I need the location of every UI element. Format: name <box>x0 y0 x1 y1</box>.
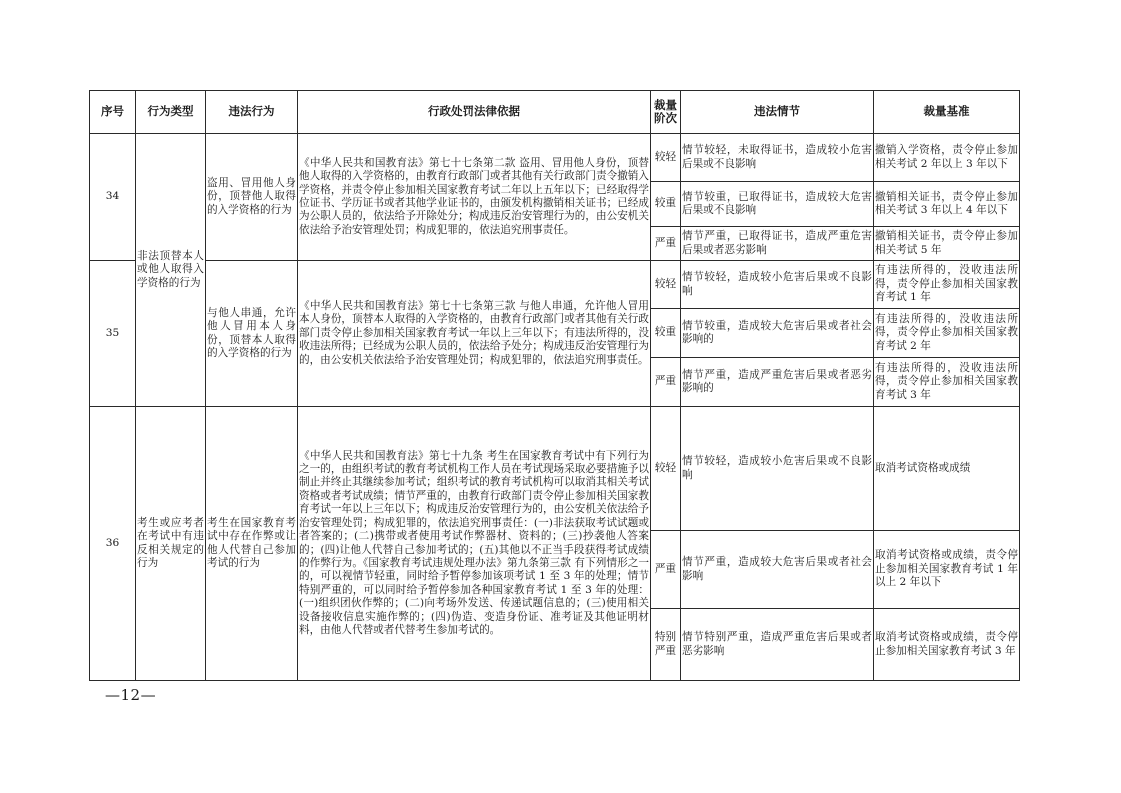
standard-cell: 有违法所得的，没收违法所得，责令停止参加相关国家教育考试 2 年 <box>874 309 1020 358</box>
header-seq: 序号 <box>90 91 136 134</box>
basis-cell: 《中华人民共和国教育法》第七十九条 考生在国家教育考试中有下列行为之一的，由组织考试的教育考试机构工作人员在考试现场采取必要措施予以制止并终止其继续参加考试；组织考试的教育考试机构可以取消其相关考试资格或者考试成绩；情节严重的，由教育行政部门责令停止参加相关国家教育考试一年以上三年以下；构成违反治安管理行为的，由公安机关依法给予治安管理处罚；构成犯罪的，依法追究刑事责任：(一)非法获取考试试题或者答案的；(二)携带或者使用考试作弊器材、资料的；(三)抄袭他人答案的；(四)让他人代替自己参加考试的；(五)其他以不正当手段获得考试成绩的作弊行为。《国家教育考试违规处理办法》第九条第三款 有下列情形之一的，可以视情节轻重，同时给予暂停参加该项考试 1 至 3 年的处理；情节特别严重的，可以同时给予暂停参加各种国家教育考试 1 至 3 年的处理：(一)组织团伙作弊的；(二)向考场外发送、传递试题信息的；(三)使用相关设备接收信息实施作弊的；(四)伪造、变造身份证、准考证及其他证明材料，由他人代替或者代替考生参加考试的。 <box>298 407 651 681</box>
level-cell: 严重 <box>651 531 681 609</box>
level-cell: 较轻 <box>651 407 681 531</box>
table-row <box>90 407 1020 531</box>
header-type: 行为类型 <box>136 91 206 134</box>
level-cell: 严重 <box>651 227 681 261</box>
circumstance-cell: 情节较轻，造成较小危害后果或不良影响 <box>681 261 874 309</box>
act-cell: 考生在国家教育考试中存在作弊或让他人代替自己参加考试的行为 <box>206 407 298 681</box>
circumstance-cell: 情节严重，已取得证书，造成严重危害后果或者恶劣影响 <box>681 227 874 261</box>
header-level: 裁量阶次 <box>651 91 681 134</box>
standard-cell: 撤销相关证书，责令停止参加相关考试 5 年 <box>874 227 1020 261</box>
level-cell: 严重 <box>651 358 681 407</box>
type-cell: 考生或应考者在考试中有违反相关规定的行为 <box>136 407 206 681</box>
table-row <box>90 134 1020 182</box>
table-header-row <box>90 91 1020 134</box>
header-standard: 裁量基准 <box>874 91 1020 134</box>
level-cell: 较重 <box>651 182 681 227</box>
act-cell: 与他人串通，允许他人冒用本人身份，顶替本人取得的入学资格的行为 <box>206 261 298 407</box>
seq-cell: 36 <box>90 407 136 681</box>
level-cell: 较重 <box>651 309 681 358</box>
seq-cell: 34 <box>90 134 136 261</box>
standard-cell: 撤销入学资格，责令停止参加相关考试 2 年以上 3 年以下 <box>874 134 1020 182</box>
standard-cell: 取消考试资格或成绩，责令停止参加相关国家教育考试 3 年 <box>874 609 1020 681</box>
level-cell: 特别严重 <box>651 609 681 681</box>
page-number: —12— <box>105 686 157 704</box>
type-cell: 非法顶替本人或他人取得入学资格的行为 <box>136 134 206 407</box>
table-row <box>90 261 1020 309</box>
standard-cell: 有违法所得的，没收违法所得，责令停止参加相关国家教育考试 3 年 <box>874 358 1020 407</box>
standard-cell: 撤销相关证书，责令停止参加相关考试 3 年以上 4 年以下 <box>874 182 1020 227</box>
header-act: 违法行为 <box>206 91 298 134</box>
circumstance-cell: 情节严重，造成较大危害后果或者社会影响 <box>681 531 874 609</box>
standard-cell: 取消考试资格或成绩，责令停止参加相关国家教育考试 1 年以上 2 年以下 <box>874 531 1020 609</box>
header-circumstance: 违法情节 <box>681 91 874 134</box>
basis-cell: 《中华人民共和国教育法》第七十七条第三款 与他人串通，允许他人冒用本人身份，顶替本人取得的入学资格的，由教育行政部门或者其他有关行政部门责令停止参加相关国家教育考试一年以上三年以下；有违法所得的，没收违法所得；已经成为公职人员的，依法给予处分；构成违反治安管理行为的，由公安机关依法给予治安管理处罚；构成犯罪的，依法追究刑事责任。 <box>298 261 651 407</box>
penalty-discretion-table <box>89 90 1020 681</box>
level-cell: 较轻 <box>651 134 681 182</box>
standard-cell: 有违法所得的，没收违法所得，责令停止参加相关国家教育考试 1 年 <box>874 261 1020 309</box>
circumstance-cell: 情节较轻，造成较小危害后果或不良影响 <box>681 407 874 531</box>
seq-cell: 35 <box>90 261 136 407</box>
act-cell: 盗用、冒用他人身份，顶替他人取得的入学资格的行为 <box>206 134 298 261</box>
standard-cell: 取消考试资格或成绩 <box>874 407 1020 531</box>
circumstance-cell: 情节特别严重，造成严重危害后果或者恶劣影响 <box>681 609 874 681</box>
basis-cell: 《中华人民共和国教育法》第七十七条第二款 盗用、冒用他人身份，顶替他人取得的入学资格的，由教育行政部门或者其他有关行政部门责令撤销入学资格，并责令停止参加相关国家教育考试二年以上五年以下；已经取得学位证书、学历证书或者其他学业证书的，由颁发机构撤销相关证书；已经成为公职人员的，依法给予开除处分；构成违反治安管理行为的，由公安机关依法给予治安管理处罚；构成犯罪的，依法追究刑事责任。 <box>298 134 651 261</box>
header-basis: 行政处罚法律依据 <box>298 91 651 134</box>
circumstance-cell: 情节较轻，未取得证书，造成较小危害后果或不良影响 <box>681 134 874 182</box>
level-cell: 较轻 <box>651 261 681 309</box>
circumstance-cell: 情节严重，造成严重危害后果或者恶劣影响的 <box>681 358 874 407</box>
circumstance-cell: 情节较重，造成较大危害后果或者社会影响的 <box>681 309 874 358</box>
circumstance-cell: 情节较重，已取得证书，造成较大危害后果或不良影响 <box>681 182 874 227</box>
